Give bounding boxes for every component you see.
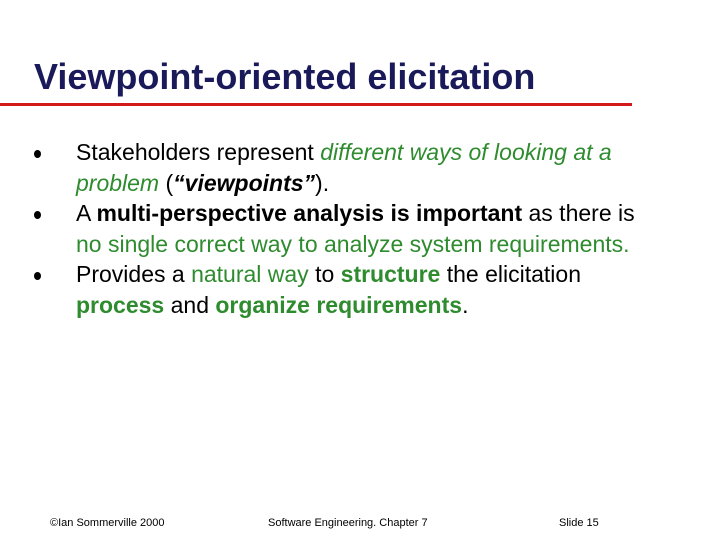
bullet-run: A: [76, 200, 97, 226]
bullet-list: [36, 137, 636, 320]
bullet-dot-icon: [34, 272, 41, 280]
bullet-dot-icon: [34, 150, 41, 158]
bullet-run-emphasis: natural way: [191, 261, 309, 287]
slide-title: Viewpoint-oriented elicitation: [34, 56, 536, 97]
bullet-run-emphasis: no single correct way to analyze system requirements.: [76, 230, 630, 257]
bullet-run-emphasis: different ways of looking at a problem: [76, 139, 612, 196]
bullet-run: the elicitation: [440, 261, 581, 287]
bullet-text: [76, 261, 581, 318]
bullet-item-structure: [36, 259, 636, 320]
bullet-run-keyword: process: [76, 291, 165, 318]
footer-slide-number: Slide 15: [559, 517, 599, 529]
bullet-item-viewpoints: [36, 137, 636, 198]
bullet-run-keyword: “viewpoints”: [173, 169, 316, 196]
bullet-run: ).: [315, 169, 330, 196]
bullet-dot-icon: [34, 211, 41, 219]
bullet-run: to: [308, 261, 341, 287]
bullet-run: as there is: [522, 200, 635, 226]
title-underline: [0, 103, 632, 106]
bullet-text: [76, 139, 612, 196]
footer-copyright: ©Ian Sommerville 2000: [50, 517, 165, 529]
footer-course: Software Engineering. Chapter 7: [268, 517, 428, 529]
bullet-run: Provides a: [76, 261, 192, 287]
bullet-run-keyword: organize requirements: [215, 291, 463, 318]
bullet-item-multi-perspective: [36, 198, 636, 259]
bullet-run: .: [462, 291, 469, 318]
bullet-run: (: [159, 169, 174, 196]
bullet-text: [76, 200, 635, 257]
bullet-run: Stakeholders represent: [76, 139, 321, 165]
bullet-run: and: [164, 291, 216, 318]
bullet-run-keyword: structure: [340, 261, 441, 287]
bullet-run-keyword: multi-perspective analysis is important: [96, 200, 523, 226]
